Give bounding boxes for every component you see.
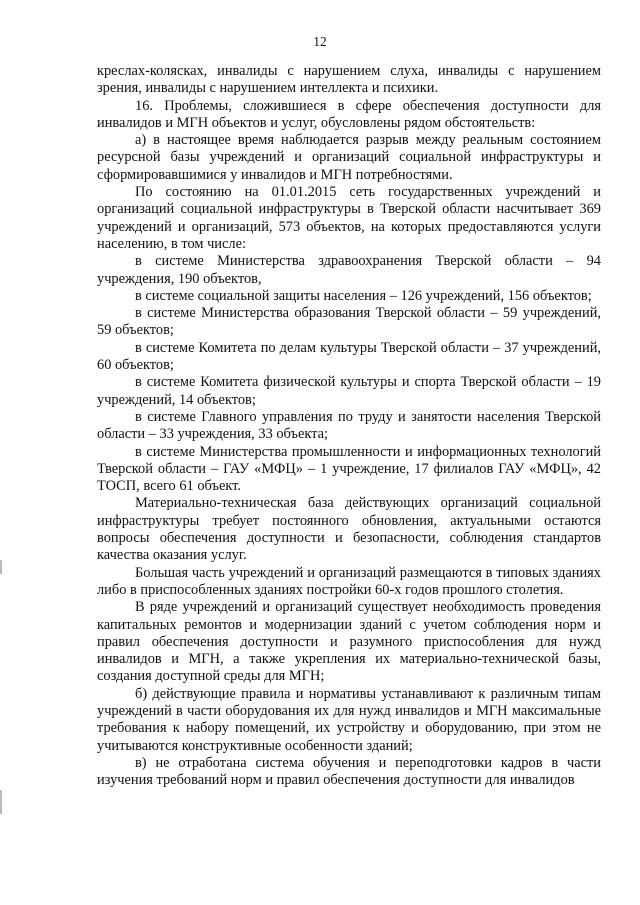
paragraph-network-status: По состоянию на 01.01.2015 сеть государственных учреждений и организаций социальной инфраструктуры в Тверской области насчитывает 369 учреждений и организаций, 573 объектов, на которых предоставляются услуги населению, в том числе: bbox=[97, 184, 601, 252]
list-item-employment: в системе Главного управления по труду и занятости населения Тверской области – 33 учреждения, 33 объекта; bbox=[97, 408, 601, 443]
list-item-health: в системе Министерства здравоохранения Тверской области – 94 учреждения, 190 объектов, bbox=[97, 253, 601, 287]
list-item-culture: в системе Комитета по делам культуры Тверской области – 37 учреждений, 60 объектов; bbox=[97, 339, 601, 374]
document-body bbox=[97, 63, 601, 789]
paragraph-item-16: 16. Проблемы, сложившиеся в сфере обеспечения доступности для инвалидов и МГН объектов и услуг, обусловлены рядом обстоятельств: bbox=[97, 97, 601, 131]
list-item-social-protection: в системе социальной защиты населения – 126 учреждений, 156 объектов; bbox=[135, 287, 592, 304]
paragraph-continuation: креслах-колясках, инвалиды с нарушением слуха, инвалиды с нарушением зрения, инвалиды с нарушением интеллекта и психики. bbox=[97, 63, 601, 97]
paragraph-material-base: Материально-техническая база действующих организаций социальной инфраструктуры требует постоянного обновления, актуальными остаются вопросы обеспечения доступности и безопасности, соблюдения стандартов качества оказания услуг. bbox=[97, 495, 601, 564]
list-item-education: в системе Министерства образования Тверской области – 59 учреждений, 59 объектов; bbox=[97, 305, 601, 339]
paragraph-v: в) не отработана система обучения и переподготовки кадров в части изучения требований норм и правил обеспечения доступности для инвалидов bbox=[97, 754, 601, 789]
paragraph-b: б) действующие правила и нормативы устанавливают к различным типам учреждений в части оборудования их для нужд инвалидов и МГН максимальные требования к набору помещений, их устройству и оборудованию, при этом не учитываются конструктивные особенности зданий; bbox=[97, 685, 601, 754]
list-item-industry: в системе Министерства промышленности и информационных технологий Тверской области – ГАУ «МФЦ» – 1 учреждение, 17 филиалов ГАУ «МФЦ», 42 ТОСП, всего 61 объект. bbox=[97, 443, 601, 495]
scan-edge-mark bbox=[0, 790, 2, 814]
paragraph-buildings: Большая часть учреждений и организаций размещаются в типовых зданиях либо в приспособленных зданиях постройки 60-х годов прошлого столетия. bbox=[97, 564, 601, 598]
page-number: 12 bbox=[313, 34, 327, 49]
paragraph-a: а) в настоящее время наблюдается разрыв между реальным состоянием ресурсной базы учреждений и организаций социальной инфраструктуры и сформировавшимися у инвалидов и МГН потребностями. bbox=[97, 132, 601, 183]
list-item-sport: в системе Комитета физической культуры и спорта Тверской области – 19 учреждений, 14 объектов; bbox=[97, 374, 601, 408]
scan-edge-mark bbox=[0, 560, 2, 574]
paragraph-repairs: В ряде учреждений и организаций существует необходимость проведения капитальных ремонтов и модернизации зданий с учетом соблюдения норм и правил обеспечения доступности и разумного приспособления для нужд инвалидов и МГН, а также укрепления их материально-технической базы, создания доступной среды для МГН; bbox=[97, 599, 601, 685]
